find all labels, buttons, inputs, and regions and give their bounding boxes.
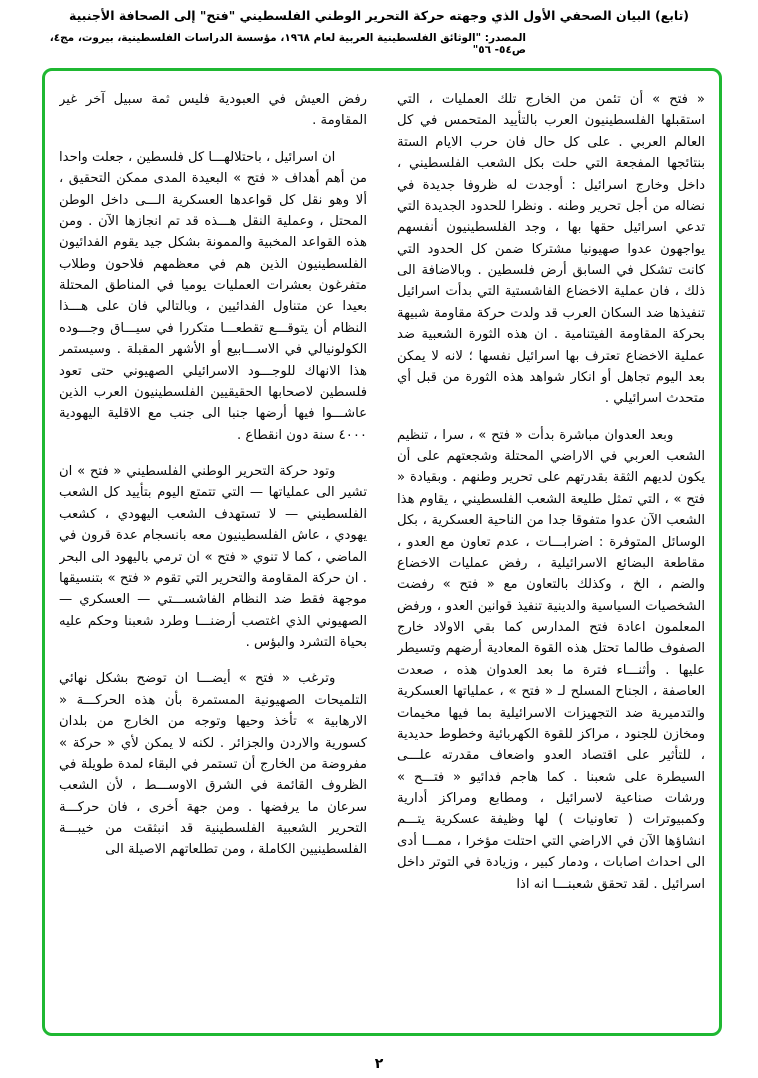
document-header (0, 0, 758, 56)
text-columns (45, 71, 719, 1033)
paragraph: وبعد العدوان مباشرة بدأت « فتح » ، سرا ، تنظيم الشعب العربي في الاراضي المحتلة وشجعتهم على أن يكون لديهم الثقة بقدرتهم على تحرير وطنهم . وبقيادة « فتح » ، التي تمثل طليعة الشعب الفلسطيني ، يقاوم هذا الشعب الآن عدوا متفوقا جدا من الناحية العسكرية ، بكل الوسائل المتوفرة : اضرابـــات ، عدم تعاون مع العدو ، مقاطعة البضائع الاسرائيلية ، رفض عمليات الاخضاع والضم ، الخ ، وكذلك بالتعاون مع « فتح » رفضت الشخصيات السياسية والدينية تنفيذ قوانين العدو ، ورفض المعلمون اعادة فتح المدارس كما بقي الاولاد خارج الصفوف طالما تحتل هذه القوة المعادية أرضهم وتسيطر عليها . وأثنـــاء فترة ما بعد العدوان هذه ، صعدت العاصفة ، الجناح المسلح لـ « فتح » ، عملياتها العسكرية والتدميرية ضد التجهيزات الاسرائيلية بما فيها مخيمات ومخازن للجنود ، مراكز للقوة الكهربائية وخطوط حديدية ، للتأثير على اقتصاد العدو واضعاف مقدرته علـــى السيطرة على شعبنا . كما هاجم فدائيو « فتـــح » ورشات صناعية لاسرائيل ، ومطابع ومراكز أدارية وكمبيوترات ( تعاونيات ) لها وظيفة عسكرية يتـــم انشاؤها الآن في الاراضي التي احتلت مؤخرا ، ممـــا أدى الى احداث اصابات ، ودمار كبير ، وزيادة في التوتر داخل اسرائيل . لقد تحقق شعبنـــا انه اذا (397, 427, 705, 892)
content-border-box (42, 68, 722, 1036)
paragraph: وتود حركة التحرير الوطني الفلسطيني « فتح » ان تشير الى عملياتها — التي تتمتع اليوم بتأييد كل الشعب الفلسطيني — لا تستهدف الشعب اليهودي ، كشعب يهودي ، عاش الفلسطينيون معه بانسجام عدة قرون في الماضي ، كما لا تنوي « فتح » ان ترمي باليهود الى البحر . ان حركة المقاومة والتحرير التي تقوم « فتح » بتنسيقها موجهة فقط ضد النظام الفاشســـتي — العسكري — الصهيوني الذي اغتصب أرضنـــا وطرد شعبنا وحكم عليه بحياة التشرد والبؤس . (59, 464, 367, 650)
paragraph: وترغب « فتح » أيضـــا ان توضح بشكل نهائي التلميحات الصهيونية المستمرة بأن هذه الحركـــة « الارهابية » تأخذ وحيها وتوجه من الخارج من بلدان كسورية والاردن والجزائر . لكنه لا يمكن لأي « حركة » مفروضة من الخارج أن تستمر في البقاء لمدة طويلة في الظروف القائمة في الشرق الاوســـط ، لأن الشعب سرعان ما يرفضها . ومن جهة أخرى ، فان حركـــة التحرير الشعبية الفلسطينية قد انبثقت من خيبـــة الفلسطينيين الكاملة ، ومن تطلعاتهم الاصيلة الى (59, 671, 367, 858)
page-footer (0, 1056, 758, 1072)
paragraph: رفض العيش في العبودية فليس ثمة سبيل آخر غير المقاومة . (59, 92, 367, 129)
document-source: المصدر: "الوثائق الفلسطينية العربية لعام ١٩٦٨، مؤسسة الدراسات الفلسطينية، بيروت، مج٤، ص٥٤- ٥٦" (49, 32, 526, 56)
page-number: ٢ (374, 1056, 384, 1072)
paragraph: ان اسرائيل ، باحتلالهـــا كل فلسطين ، جعلت واحدا من أهم أهداف « فتح » البعيدة المدى ممكن التحقيق ، ألا وهو نقل كل قواعدها العسكرية الـــى داخل الوطن المحتل ، وعملية النقل هـــذه قد تم انجازها الآن . ومن هذه القواعد المخبية والممونة بشكل جيد يقوم الفدائيون الفلسطينيون الذين هم في معظمهم فلاحون وطلاب متفرغون بعشرات العمليات يوميا في المناطق المحتلة بعيدا عن متناول الفدائيين ، وبالتالي فان على هـــذا النظام أن يتوقـــع تقطعـــا متكررا في سيـــاق وجـــوده الكولونيالي في الاســـابيع أو الأشهر المقبلة . وسيستمر هذا الانهاك للوجـــود الاسرائيلي الصهيوني حتى تعود فلسطين لاصحابها الحقيقيين الفلسطينيون العرب الذين عاشـــوا فيها أرضها جنبا الى جنب مع الاقلية اليهودية ٤٠٠٠ سنة دون انقطاع . (59, 149, 367, 443)
document-title: (تابع) البيان الصحفي الأول الذي وجهته حركة التحرير الوطني الفلسطيني "فتح" إلى الصحافة الأجنبية (68, 8, 690, 23)
paragraph: « فتح » أن تئمن من الخارج تلك العمليات ، التي استقبلها الفلسطينيون العرب بالتأييد المتحمس في كل العالم العربي . على كل حال فان حرب الايام الستة بنتائجها المفجعة التي حلت بكل الشعب الفلسطيني ، داخل وخارج اسرائيل : أوجدت له ظروفا جديدة في نضاله من أجل تحرير وطنه . ونظرا للحدود الجديدة التي تدعي اسرائيل حقها بها ، وجد الفلسطينيون أنفسهم يواجهون عدوا صهيونيا مشتركا ضمن كل الحدود التي كانت تشكل في السابق أرض فلسطين . وبالاضافة الى ذلك ، فان عملية الاخضاع الفاشستية التي بدأت اسرائيل تنفيذها ضد السكان العرب قد ولدت حركة مقاومة شبيهة بحركة المقاومة الفيتنامية . ان هذه الثورة الشعبية ضد عملية الاخضاع تعترف بها اسرائيل نفسها ؛ لانه لا يمكن بعد اليوم تجاهل أو انكار شواهد هذه الثورة من قبل أي متحدث اسرائيلي . (397, 92, 705, 407)
text-column-right (397, 89, 705, 1023)
text-column-left (59, 89, 367, 1023)
